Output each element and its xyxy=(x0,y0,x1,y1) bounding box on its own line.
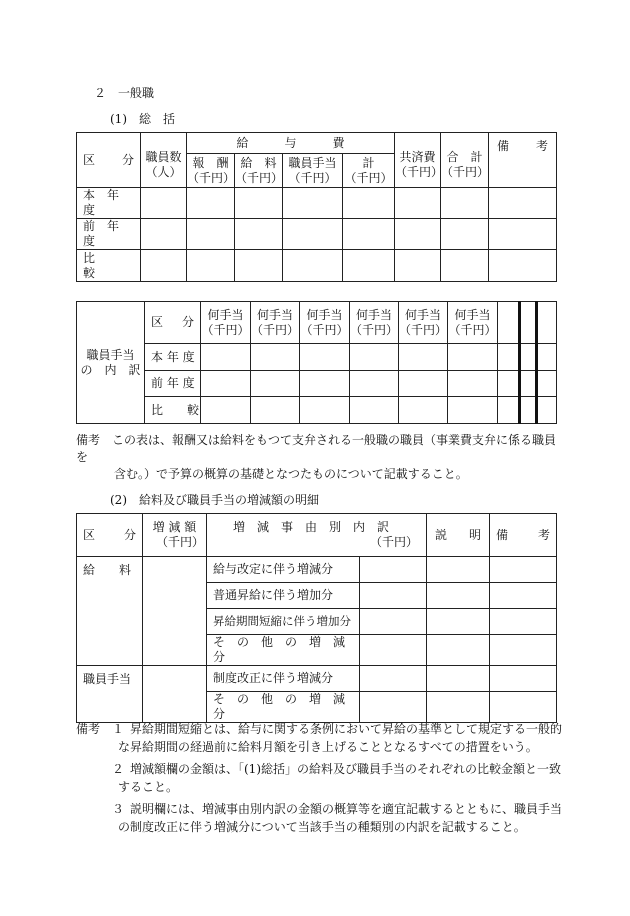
explanation-header: 説 明 xyxy=(427,514,490,557)
table-row xyxy=(77,666,557,692)
kubun-header: 区 分 xyxy=(145,302,201,344)
note-item: 昇給期間短縮とは、給与に関する条例において昇給の基準として規定する一般的 xyxy=(130,722,563,736)
change-amount-header: 増 減 額 （千円） xyxy=(143,514,207,557)
reason-item: そ の 他 の 増 減 分 xyxy=(207,635,360,666)
table-row xyxy=(77,557,557,583)
subtotal-header: 計 （千円） xyxy=(343,154,395,188)
section-heading: ２ 一般職 xyxy=(94,86,155,100)
allowance-type-header: 何手当 （千円） xyxy=(350,302,399,344)
table-row xyxy=(77,219,557,250)
note-item: 増減額欄の金額は、「(1)総括」の給料及び職員手当のそれぞれの比較金額と一致 xyxy=(130,762,562,776)
note-1: 備考 この表は、報酬又は給料をもつて支弁される一般職の職員（事業費支弁に係る職員を 含む。）で予算の概算の基礎となつたものについて記載すること。 xyxy=(76,433,557,481)
row-label: 前 年 度 xyxy=(145,371,201,397)
allowance-type-header: 何手当 （千円） xyxy=(251,302,300,344)
salary-group-label: 給 料 xyxy=(77,557,143,666)
row-label: 前 年 度 xyxy=(77,219,141,250)
sub1-heading: (1) 総 括 xyxy=(110,112,175,126)
note-item: 説明欄には、増減事由別内訳の金額の概算等を適宜記載するとともに、職員手当 xyxy=(130,802,563,816)
allowance-type-header: 何手当 （千円） xyxy=(201,302,251,344)
table-row xyxy=(77,371,557,397)
row-label: 本 年 度 xyxy=(145,344,201,371)
kubun-header: 区 分 xyxy=(77,514,143,557)
table-row xyxy=(77,344,557,371)
allowance-breakdown-label: 職員手当 の 内 訳 xyxy=(77,302,145,424)
row-label: 比 較 xyxy=(77,250,141,282)
notes-2: 備考 １ 昇給期間短縮とは、給与に関する条例において昇給の基準として規定する一般的 な昇給期間の経過前に給料月額を引き上げることとなるすべての措置をいう。 ２ 増減額欄の金額は、「(1)総括」の給料及び職員手当のそれぞれの比較金額と一致 すること。 ３ 説明欄には、増減事由別内訳の金額の概算等を適宜記載するとともに、職員手当 の制度改正に伴う増減分について当該手当の種類別の内訳を記載すること。 xyxy=(76,722,563,834)
remuneration-header: 報 酬 （千円） xyxy=(187,154,235,188)
allowance-breakdown-table xyxy=(76,301,557,424)
allowance-type-header: 何手当 （千円） xyxy=(300,302,350,344)
table-row xyxy=(77,397,557,424)
allowance-group-label: 職員手当 xyxy=(77,666,143,723)
sub2-heading: (2) 給料及び職員手当の増減額の明細 xyxy=(110,493,319,507)
reason-item: 給与改定に伴う増減分 xyxy=(207,557,360,583)
table-row xyxy=(77,188,557,219)
remarks-header: 備 考 xyxy=(490,514,557,557)
grand-total-header: 合 計 （千円） xyxy=(441,133,489,188)
reason-item: 制度改正に伴う増減分 xyxy=(207,666,360,692)
reason-item: 昇給期間短縮に伴う増加分 xyxy=(207,609,360,635)
allowance-header: 職員手当 （千円） xyxy=(283,154,343,188)
row-label: 比 較 xyxy=(145,397,201,424)
increase-decrease-table xyxy=(76,513,557,723)
salary-cost-header: 給 与 費 xyxy=(187,133,395,154)
salary-header: 給 料 （千円） xyxy=(235,154,283,188)
allowance-type-header: 何手当 （千円） xyxy=(448,302,498,344)
mutual-aid-header: 共済費 （千円） xyxy=(395,133,441,188)
reason-item: 普通昇給に伴う増加分 xyxy=(207,583,360,609)
kubun-header: 区 分 xyxy=(77,133,141,188)
notes-label: 備考 xyxy=(76,722,101,736)
reason-item: そ の 他 の 増 減 分 xyxy=(207,692,360,723)
reason-breakdown-header: 増 減 事 由 別 内 訳 （千円） xyxy=(207,514,427,557)
table-row xyxy=(77,250,557,282)
allowance-type-header: 何手当 （千円） xyxy=(399,302,448,344)
summary-table xyxy=(76,132,557,282)
remarks-header: 備 考 xyxy=(489,133,557,188)
staff-count-header: 職員数 （人） xyxy=(141,133,187,188)
row-label: 本 年 度 xyxy=(77,188,141,219)
